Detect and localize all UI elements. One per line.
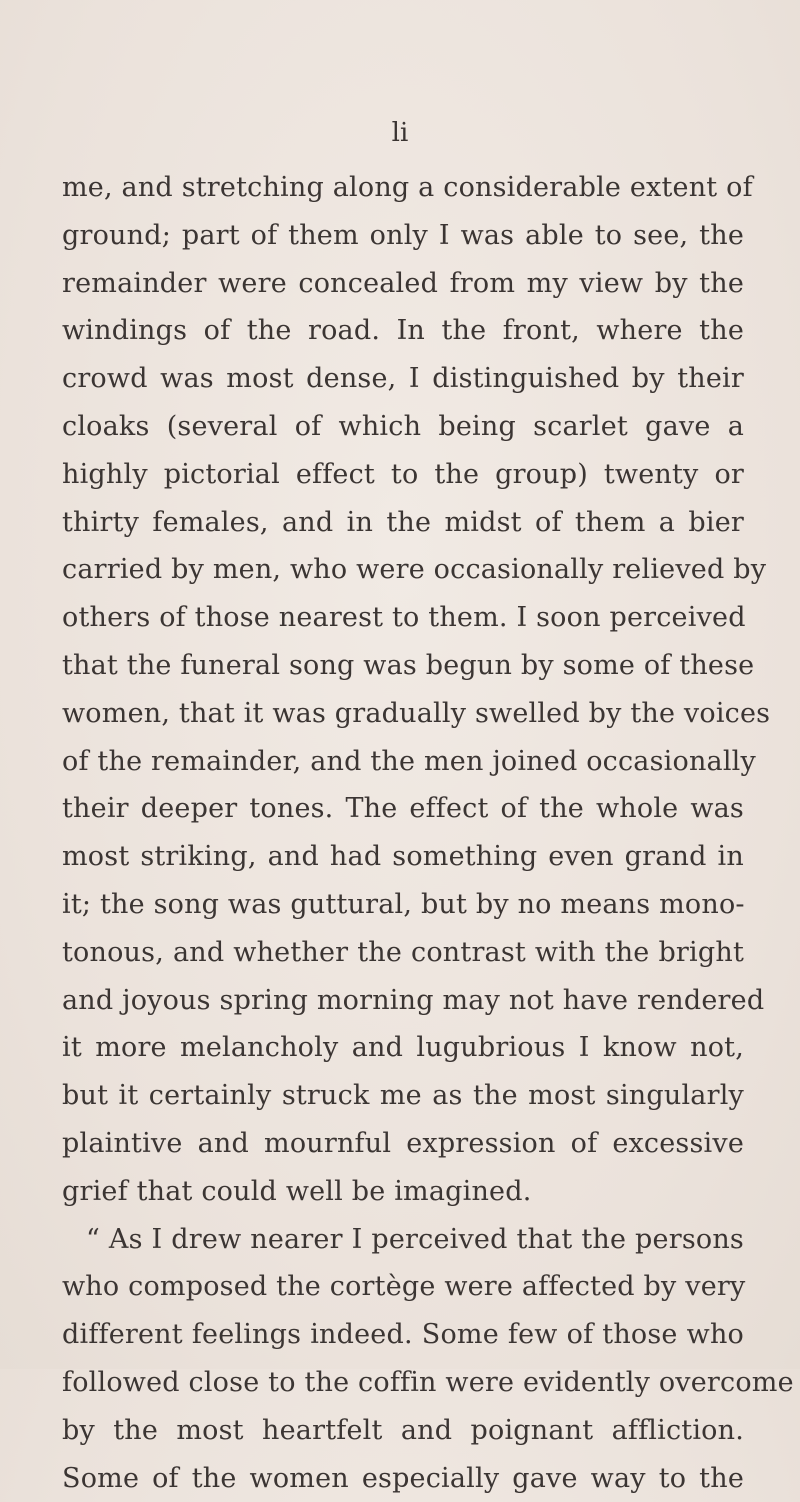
text-line: carried by men, who were occasionally relieved by: [62, 554, 767, 586]
text-line: cloaks (several of which being scarlet gave a: [62, 410, 744, 442]
text-line: their deeper tones. The effect of the whole was: [62, 793, 744, 825]
text-line: who composed the cortège were affected by very: [62, 1271, 746, 1303]
text-line: by the most heartfelt and poignant affliction.: [62, 1414, 744, 1446]
text-line: that the funeral song was begun by some of these: [62, 649, 755, 681]
text-line: Some of the women especially gave way to the: [62, 1462, 744, 1494]
text-line: highly pictorial effect to the group) twenty or: [62, 458, 744, 490]
text-line: remainder were concealed from my view by the: [62, 267, 744, 299]
text-line: tonous, and whether the contrast with the bright: [62, 936, 744, 968]
text-line: of the remainder, and the men joined occasionally: [62, 745, 756, 777]
text-line: crowd was most dense, I distinguished by their: [62, 363, 744, 395]
text-line: “ As I drew nearer I perceived that the persons: [86, 1223, 744, 1255]
text-line: others of those nearest to them. I soon perceived: [62, 602, 746, 634]
text-line: it; the song was guttural, but by no means mono-: [62, 888, 745, 920]
text-line: and joyous spring morning may not have rendered: [62, 984, 765, 1016]
text-line: different feelings indeed. Some few of those who: [62, 1319, 744, 1351]
text-line: ground; part of them only I was able to see, the: [62, 219, 744, 251]
text-line: it more melancholy and lugubrious I know not,: [62, 1032, 744, 1064]
text-line: windings of the road. In the front, where the: [62, 315, 744, 347]
text-line: thirty females, and in the midst of them a bier: [62, 506, 744, 538]
text-line: but it certainly struck me as the most singularly: [62, 1080, 744, 1112]
text-line: most striking, and had something even grand in: [62, 841, 744, 873]
text-line: plaintive and mournful expression of excessive: [62, 1127, 744, 1159]
body-text: [62, 164, 794, 1502]
page-number: li: [391, 118, 409, 148]
text-line: me, and stretching along a considerable extent of: [62, 172, 753, 203]
text-line: followed close to the coffin were evidently overcome: [62, 1366, 794, 1398]
text-line: women, that it was gradually swelled by the voices: [62, 697, 771, 729]
text-line: grief that could well be imagined.: [62, 1175, 532, 1207]
